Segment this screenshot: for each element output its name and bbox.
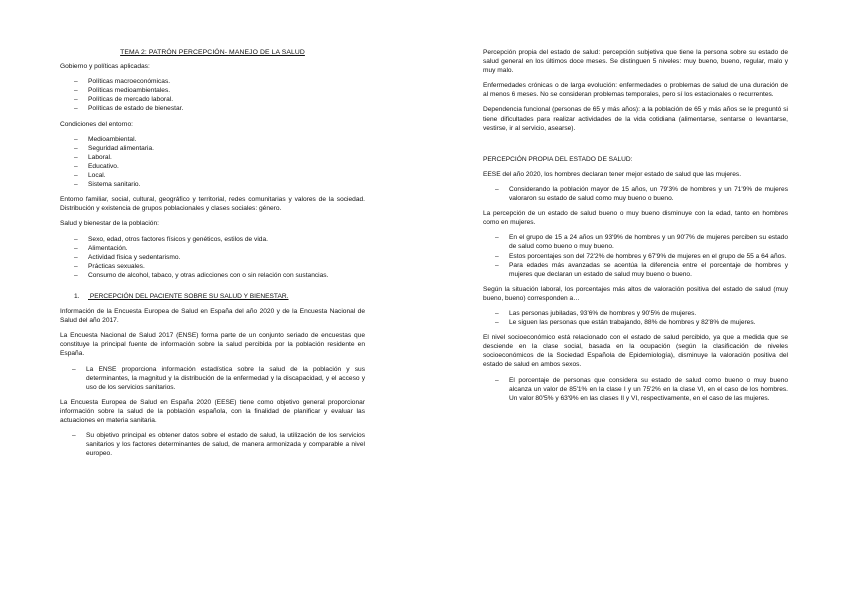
list-item: – En el grupo de 15 a 24 años un 93'9% de hombres y un 90'7% de mujeres perciben su estado de salud como bueno o muy bueno. <box>483 233 788 251</box>
eese-list <box>60 431 365 458</box>
percepcion-paragraph: Percepción propia del estado de salud: percepción subjetiva que tiene la persona sobre su estado de salud general en los últimos doce meses. Se distinguen 5 niveles: muy bueno, bueno, regular, malo y muy malo. <box>483 49 788 75</box>
list-item: – Estos porcentajes son del 72'2% de hombres y 67'9% de mujeres en el grupo de 55 a 64 años. <box>483 252 788 261</box>
entorno-paragraph: Entorno familiar, social, cultural, geográfico y territorial, redes comunitarias y valores de la sociedad. Distribución y existencia de grupos poblacionales y clases sociales: género. <box>60 196 365 213</box>
list-item: – Seguridad alimentaria. <box>60 144 365 153</box>
gobierno-label: Gobierno y políticas aplicadas: <box>60 63 150 71</box>
list-item: – Laboral. <box>60 153 365 162</box>
list-item: – Alimentación. <box>60 244 365 253</box>
laboral-paragraph: Según la situación laboral, los porcentajes más altos de valoración positiva del estado de salud (muy bueno, bueno) corresponden a… <box>483 285 788 302</box>
edad-paragraph: La percepción de un estado de salud bueno o muy bueno disminuye con la edad, tanto en hombres como en mujeres. <box>483 210 788 227</box>
salud-label: Salud y bienestar de la población: <box>60 220 159 228</box>
gobierno-list <box>60 77 365 113</box>
list-item: – Le siguen las personas que están trabajando, 88% de hombres y 82'8% de mujeres. <box>483 318 788 327</box>
list-item: – Local. <box>60 171 365 180</box>
right-column <box>483 48 788 409</box>
dependencia-paragraph: Dependencia funcional (personas de 65 y más años): a la población de 65 y más años se le preguntó si tiene dificultades para realizar actividades de la vida cotidiana (alimentarse, sentarse o levantarse, vestirse, ir al servicio, asearse). <box>483 106 788 132</box>
percepcion-heading: PERCEPCIÓN PROPIA DEL ESTADO DE SALUD: <box>483 155 633 163</box>
ense-paragraph: La Encuesta Nacional de Salud 2017 (ENSE) forma parte de un conjunto seriado de encuestas que constituye la principal fuente de información sobre la salud percibida por la población residente en España. <box>60 332 365 358</box>
section-1-heading <box>60 292 365 301</box>
list-item: – Políticas de estado de bienestar. <box>60 104 365 113</box>
eese2020-list <box>483 185 788 203</box>
list-item: – Políticas macroeconómicas. <box>60 77 365 86</box>
list-item: – Para edades más avanzadas se acentúa la diferencia entre el porcentaje de hombres y mujeres que declaran un estado de salud muy bueno o bueno. <box>483 261 788 279</box>
condiciones-label: Condiciones del entorno: <box>60 120 133 128</box>
list-item: – Las personas jubiladas, 93'6% de hombres y 90'5% de mujeres. <box>483 309 788 318</box>
eese2020-paragraph: EESE del año 2020, los hombres declaran tener mejor estado de salud que las mujeres. <box>483 170 742 178</box>
list-item: – Medioambiental. <box>60 135 365 144</box>
section-1-title: PERCEPCIÓN DEL PACIENTE SOBRE SU SALUD Y BIENESTAR. <box>89 292 289 300</box>
list-item: – Prácticas sexuales. <box>60 262 365 271</box>
info-paragraph: Información de la Encuesta Europea de Salud en España del año 2020 y de la Encuesta Nacional de Salud del año 2017. <box>60 308 365 325</box>
document-title: TEMA 2: PATRÓN PERCEPCIÓN- MANEJO DE LA SALUD <box>120 49 305 56</box>
edad-list <box>483 233 788 278</box>
condiciones-list <box>60 135 365 190</box>
list-item: – Políticas medioambientales. <box>60 86 365 95</box>
laboral-list <box>483 309 788 327</box>
list-item: – Sexo, edad, otros factores físicos y genéticos, estilos de vida. <box>60 235 365 244</box>
list-item: – Políticas de mercado laboral. <box>60 95 365 104</box>
ense-list <box>60 365 365 392</box>
list-item: – Consumo de alcohol, tabaco, y otras adicciones con o sin relación con sustancias. <box>60 271 365 280</box>
list-item: – Sistema sanitario. <box>60 180 365 189</box>
section-1-number: 1. <box>74 292 80 300</box>
salud-list <box>60 235 365 280</box>
list-item: – Considerando la población mayor de 15 años, un 79'3% de hombres y un 71'9% de mujeres valoraron su estado de salud como muy bueno o bueno. <box>483 185 788 203</box>
list-item: – La ENSE proporciona información estadística sobre la salud de la población y sus determinantes, la magnitud y la distribución de la enfermedad y la discapacidad, y el acceso y uso de los servicios sanitarios. <box>60 365 365 392</box>
eese-paragraph: La Encuesta Europea de Salud en España 2020 (EESE) tiene como objetivo general proporcionar información sobre la salud de la población española, con la finalidad de planificar y evaluar las actuaciones en materia sanitaria. <box>60 398 365 424</box>
list-item: – Actividad física y sedentarismo. <box>60 253 365 262</box>
list-item: – Su objetivo principal es obtener datos sobre el estado de salud, la utilización de los servicios sanitarios y los factores determinantes de salud, de manera armonizada y comparable a nivel europeo. <box>60 431 365 458</box>
left-column <box>60 48 365 464</box>
nivel-list <box>483 376 788 403</box>
nivel-paragraph: El nivel socioeconómico está relacionado con el estado de salud percibido, ya que a medida que se desciende en la clase social, basada en la ocupación (según la clasificación de niveles socioeconómicos de la Sociedad Española de Epidemiología), disminuye la valoración positiva del estado de salud en ambos sexos. <box>483 334 788 369</box>
enfermedades-paragraph: Enfermedades crónicas o de larga evolución: enfermedades o problemas de salud de una duración de al menos 6 meses. No se consideran problemas temporales, pero sí los estacionales o recurrentes. <box>483 82 788 99</box>
list-item: – El porcentaje de personas que considera su estado de salud como bueno o muy bueno alcanza un valor de 85'1% en la clase I y un 75'2% en la clase VI, en el caso de los hombres. Un valor 80'5% y 63'9% en las clases II y VI, respectivamente, en el caso de las mujeres. <box>483 376 788 403</box>
list-item: – Educativo. <box>60 162 365 171</box>
